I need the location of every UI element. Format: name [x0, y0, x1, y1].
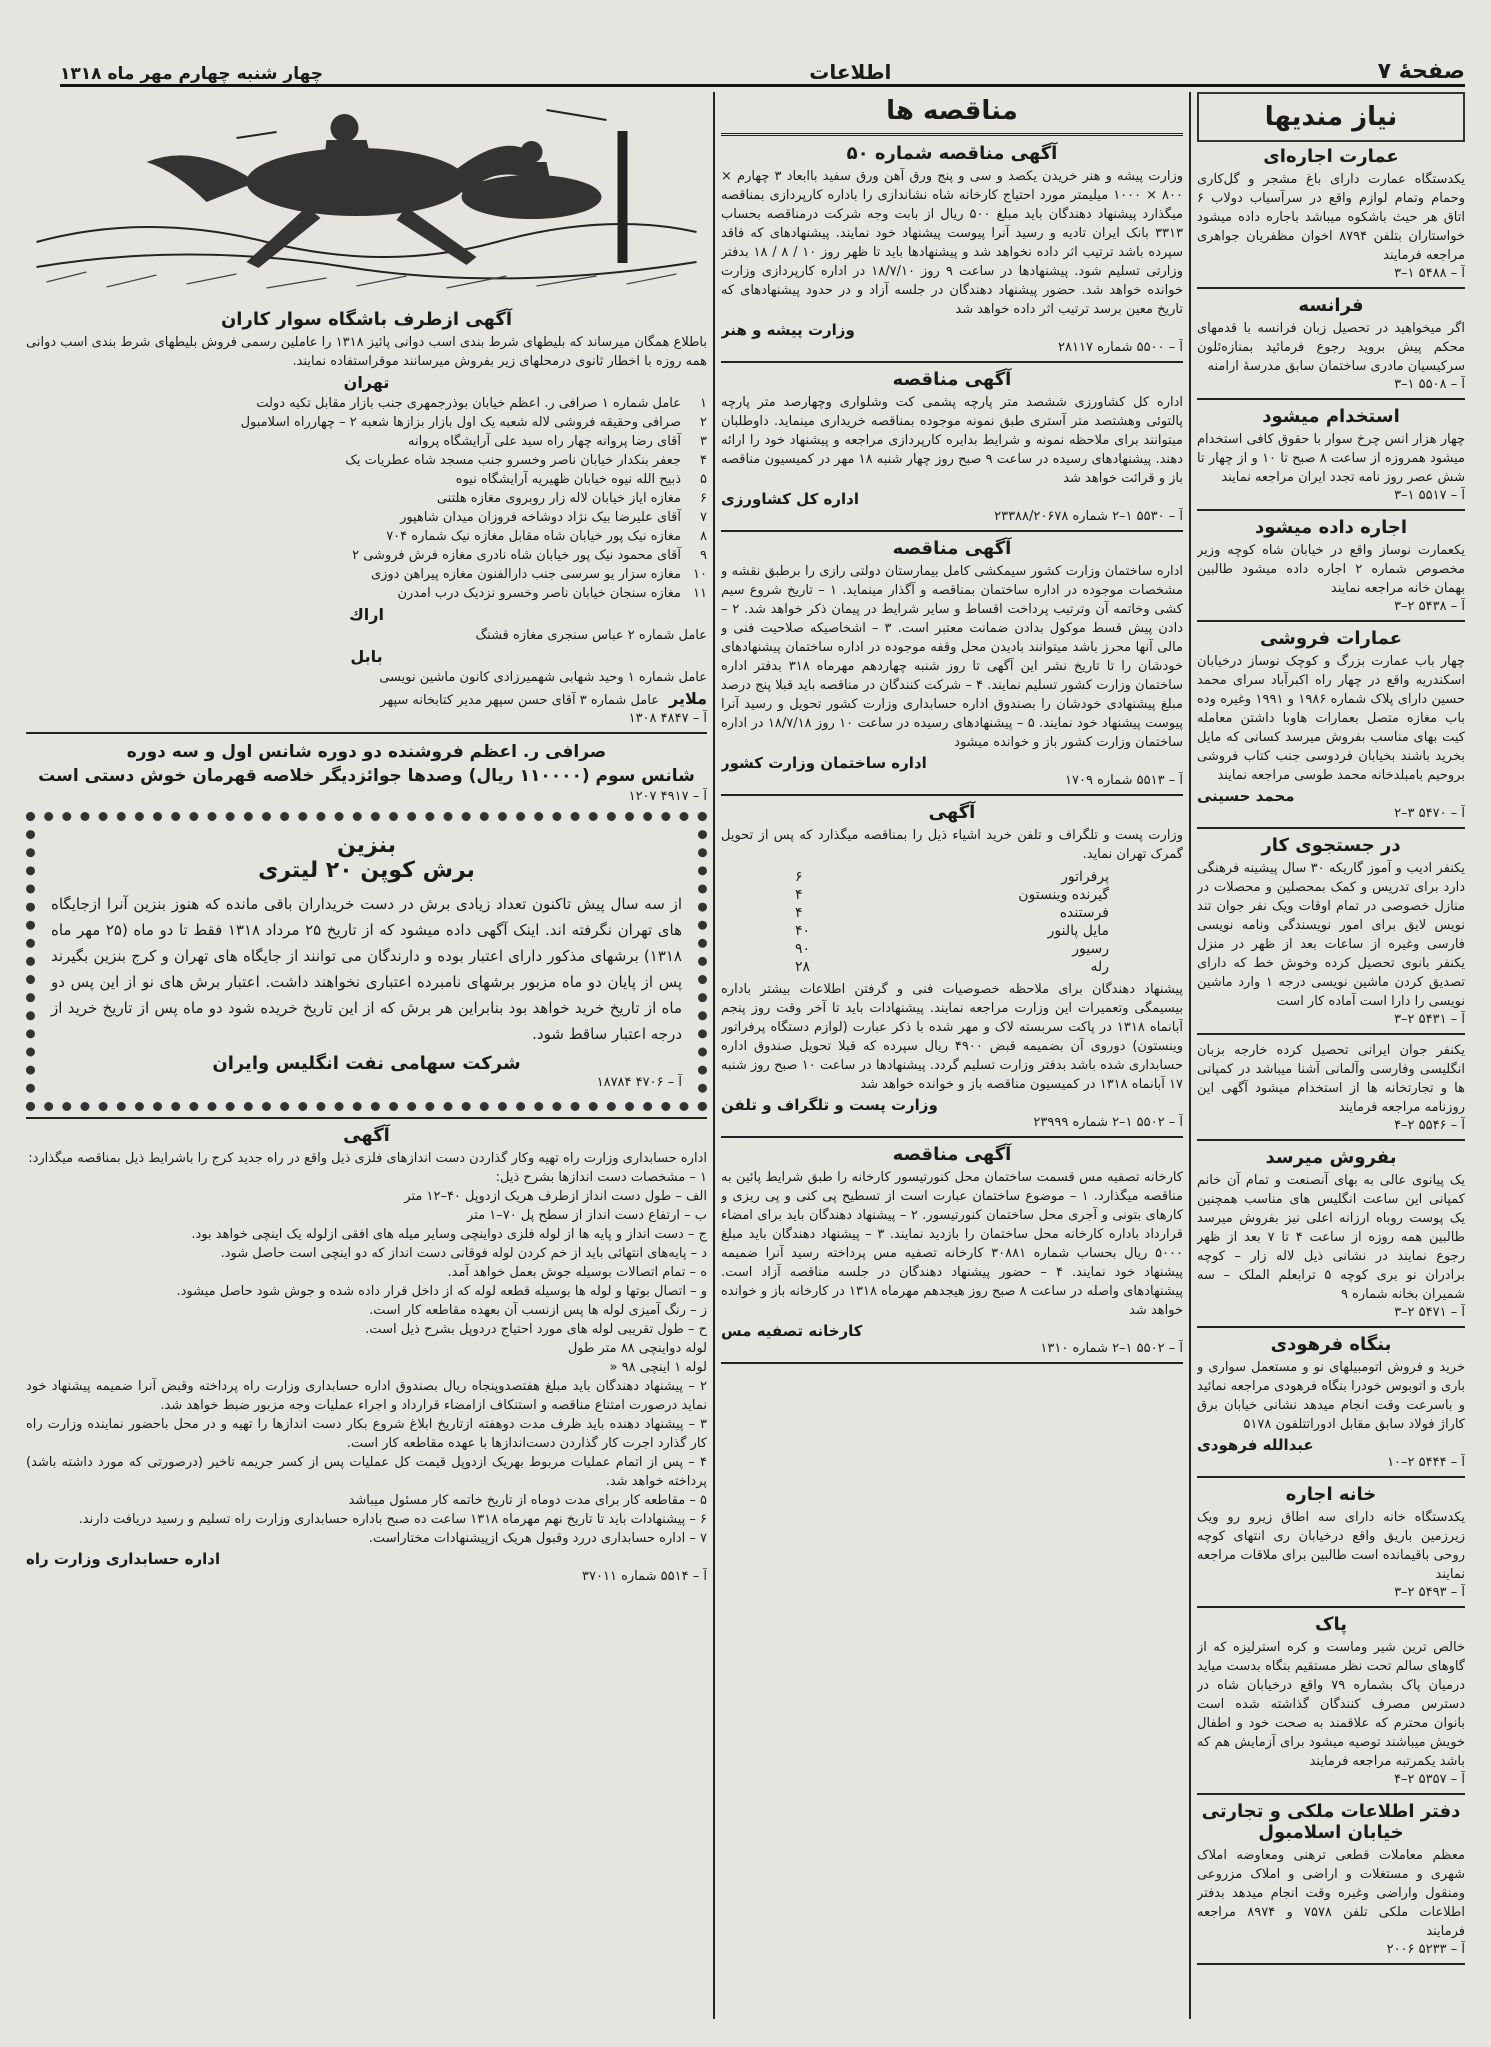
list-item: ز – رنگ آمیزی لوله ها پس ازنسب آن بعهده مقاطعه کار است.: [369, 1303, 707, 1318]
ad-reference: آ – ۵۵۱۳ شماره ۱۷۰۹: [1065, 773, 1183, 788]
list-item: [26, 527, 707, 546]
tender-heading: آگهی: [928, 802, 976, 823]
classified-heading: عمارت اجاره‌ای: [1263, 146, 1399, 167]
pipes-ad-signature: اداره حسابداری وزارت راه: [26, 1550, 221, 1568]
table-cell-qty: ۲۸: [795, 959, 811, 975]
table-cell-qty: ۴: [795, 905, 803, 921]
table-cell-qty: ۹۰: [795, 941, 811, 957]
classified-body: خرید و فروش اتومبیلهای نو و مستعمل سواری و باری و اتوبوس خودرا بنگاه فرهودی مراجعه نمائید و باسرعت وقت انجام میدهد نشانی خیابان برق کاراژ فولاد سابق مقابل ادوراتتلفون ۵۱۷۸: [1197, 1360, 1465, 1432]
classified-signature: محمد حسینی: [1197, 787, 1295, 805]
list-item: ه – تمام اتصالات بوسیله جوش بعمل خواهد آمد.: [447, 1265, 707, 1280]
agent-text: ذبیح الله نیوه خیابان ظهیریه آرایشگاه نیوه: [455, 472, 681, 487]
agent-number: ۶: [700, 491, 707, 506]
ad-reference: آ – ۵۲۳۳ ۲۰۰۶: [1386, 1942, 1465, 1957]
divider: [721, 1362, 1183, 1364]
tenders-title: مناقصه ها: [886, 96, 1018, 126]
classified-signature: عبدالله فرهودی: [1197, 1436, 1314, 1454]
page-header: [60, 50, 1465, 87]
classified-heading: پاک: [1315, 1614, 1347, 1635]
ad-reference: آ – ۴۷۰۶ ۱۸۷۸۴: [596, 1075, 682, 1090]
agent-number: ۷: [700, 510, 707, 525]
ad-reference: آ – ۴۹۱۷ ۱۲۰۷: [628, 789, 707, 804]
list-item: [26, 565, 707, 584]
list-item: [26, 508, 707, 527]
agent-number: ۳: [700, 434, 707, 449]
classified-heading: اجاره داده میشود: [1254, 517, 1408, 538]
table-row: [787, 958, 1117, 976]
tender-signature: اداره ساختمان وزارت کشور: [721, 754, 927, 772]
tender-body: اداره ساختمان وزارت کشور سیمکشی کامل بیمارستان دولتی رازی را برطبق نقشه و مشخصات موجوده در اداره ساختمان بمناقصه و آگذار مینماید. ۱ – تاریخ شروع سیم کشی وخاتمه آن وترتیب پرداخت اقساط و سایر شرایط در پیمان ذکر خواهد شد. ۲ – دادن پیش قسط موکول بدادن ضمانت معتبر است. ۳ – اشخاصیکه صلاحیت فنی و مالی آنها محرز باشد میتوانند بادیدن محل وقفه موجوده در اداره ساختمان پیشنهادهای خودشان را تا تاریخ نشر این آگهی تا روز شنبه چهاردهم مهرماه ۳۱۸ بدفتر اداره ساختمان وزارت کشور تسلیم نمایند. ۴ – شرکت کنندگان در مناقصه باید قبلا پنج درصد مبلغ پیشنهادی خودشان را بصندوق اداره حسابداری وزارت کشور تحویل و رسید آنرا پیوست پیشنهاد خود نمایند. ۵ – پیشنهادهای رسیده در ساعت ۱۰ روز ۱۸/۷/۱۸ در اداره ساختمان وزارت کشور باز و خوانده میشود: [721, 564, 1183, 750]
agent-number: ۹: [700, 548, 707, 563]
classified-body: معظم معاملات قطعی ترهنی ومعاوضه املاک شهری و مستغلات و اراضی و املاک مزروعی ومنقول واراضی وغیره وقت انجام میدهد بدفتر اطلاعات ملکی تلفن ۷۵۷۸ و ۸۹۷۴ مراجعه فرمایند: [1197, 1848, 1465, 1939]
tender-heading: آگهی مناقصه شماره ۵۰: [846, 143, 1058, 164]
ad-reference: آ – ۴۸۴۷ ۱۳۰۸: [628, 711, 707, 726]
column-rule: [1189, 92, 1191, 2019]
sarrafi-ad: [26, 740, 707, 788]
table-cell-item: رسیور: [1072, 941, 1109, 957]
table-cell-qty: ۶: [795, 869, 803, 885]
list-item: ۲ – پیشنهاد دهندگان باید مبلغ هفتصدوپنجاه ریال بصندوق اداره حسابداری وزارت راه پرداخته وقبض آنرا ضمیمه پیشنهاد خود نماید درصورت امتناع مناقصه و استنکاف ازامضاء قرارداد و اجراء عملیات وجه مزبور ضبط خواهد شد.: [26, 1379, 707, 1413]
table-cell-item: گیرنده وینستون: [1018, 887, 1109, 903]
divider: [1197, 398, 1465, 400]
ad-reference: آ – ۵۴۷۱ ۲–۳: [1394, 1305, 1465, 1320]
tender-signature: کارخانه تصفیه مس: [721, 1322, 863, 1340]
list-item: [26, 546, 707, 565]
benzin-ad: [26, 812, 707, 1111]
sarrafi-line: شانس سوم (۱۱۰۰۰۰ ریال) وصدها جوائزدیگر خلاصه قهرمان خوش دستی است: [38, 766, 695, 786]
list-item: و – اتصال بوتها و لوله ها بوسیله قطعه لوله که از داخل قرار داده شده و جوش شود حاصل میشود.: [176, 1284, 707, 1299]
city-heading: اراك: [349, 605, 384, 624]
agent-text: آقای علیرضا بیک نژاد دوشاخه فروزان میدان شاهپور: [400, 510, 681, 525]
list-item: ۷ – اداره حسابداری دررد وقبول هریک ازپیشنهادات مختاراست.: [368, 1531, 707, 1546]
ad-reference: آ – ۵۵۰۰ شماره ۲۸۱۱۷: [1058, 340, 1183, 355]
table-row: [787, 886, 1117, 904]
agent-text: عامل شماره ۱ صرافی ر. اعظم خیابان بوذرجمهری جنب بازار مقابل تکیه دولت: [256, 396, 681, 411]
tender-heading: آگهی مناقصه: [892, 369, 1012, 390]
agent-line: عامل شماره ۱ وحید شهابی شهمیرزادی کانون ماشین نویسی: [379, 670, 707, 685]
list-item: [26, 413, 707, 432]
divider: [721, 794, 1183, 796]
classified-body: یکنفر ادیب و آموز گاریکه ۳۰ سال پیشینه فرهنگی دارد برای تدریس و کمک بمحصلین و محصلات در منازل خصوصی در تمام اوقات ویک نفر جوان تند نویس لایق برای امور نویسندگی ونامه نویسی فارسی وغیره از ساعات بعد از ظهر در منزل یکنفر بانوی تحصیل کرده وخوش خط که دارای تصدیق کردن ماشین نویسی درجه ۱ وارد ماشین نویسی را دارا است آماده کار است: [1197, 861, 1465, 1009]
list-item: [26, 584, 707, 603]
benzin-signature: شرکت سهامی نفت انگلیس وایران: [212, 1053, 521, 1074]
classified-body: یک پیانوی عالی به بهای آنصنعت و تمام آن خانم کمپانی این ساعت انگلیس های مناسب همچنین یک پوست روباه ارزانه اعلی نیز بفروش میرسد طالبین همه روزه از ساعت ۴ تا ۷ بعد از ظهر رجوع نمایند در نشانی ذیل لاله زار – کوچه برادران نو بری کوچه ۵ ترابعلم الملک – سه شمیران بخانه شماره ۹: [1197, 1173, 1465, 1302]
classifieds-title: نیاز مندیها: [1264, 102, 1398, 132]
ad-reference: آ – ۵۵۱۷ ۱–۳: [1394, 488, 1465, 503]
classified-body: خالص ترین شیر وماست و کره استرلیزه که از گاوهای سالم تحت نظر مستقیم بنگاه بدست میاید درمیان پاک بشماره ۷۹ واقع درخیابان شاه در دسترس مصرف کنندگان گذاشته شده است بانوان محترم که علاقمند به صحت خود و اطفال خویش میباشند توصیه میشود برای آزمایش هم که باشد یکمرتبه مراجعه فرمایند: [1197, 1640, 1465, 1769]
divider: [1197, 1139, 1465, 1141]
classified-heading: بنگاه فرهودی: [1270, 1334, 1392, 1355]
divider: [26, 1117, 707, 1119]
classified-body: چهار هزار انس چرخ سوار با حقوق کافی استخدام میشود همروزه از ساعت ۸ صبح تا ۱۰ و از چهار تا شش عصر روز نامه تجدد ایران مراجعه نمایند: [1197, 432, 1465, 485]
divider: [721, 133, 1183, 136]
list-item: ۱ – مشخصات دست اندازها بشرح ذیل:: [495, 1170, 707, 1185]
ad-reference: آ – ۵۴۹۳ ۲–۳: [1394, 1585, 1465, 1600]
agent-text: آقای رضا پروانه چهار راه سید علی آرایشگاه پروانه: [407, 434, 681, 449]
pipes-ad-items: [26, 1168, 707, 1548]
classified-body: اگر میخواهید در تحصیل زبان فرانسه با قدمهای محکم پیش بروید رجوع فرمائید بمنازه‌ئلون سرکیسیان مادری ساختمان سابق مدرسهٔ ارامنه: [1197, 321, 1465, 374]
classified-ads: [1197, 146, 1465, 1965]
ad-reference: آ – ۵۵۳۰ ۱–۲ شماره ۲۳۳۸۸/۲۰۶۷۸: [994, 509, 1183, 524]
agent-line: عامل شماره ۳ آقای حسن سپهر مدیر کتابخانه سپهر: [380, 693, 659, 708]
table-cell-item: رله: [1090, 959, 1109, 975]
table-row: [787, 868, 1117, 886]
tender-body: کارخانه تصفیه مس قسمت ساختمان محل کنورتیسور کارخانه را طبق شرایط پائین به مناقصه میگذارد. ۱ – موضوع ساختمان عبارت است از تسطیح پی کنی و پی ریزی و کارهای بتونی و آجری محل ساختمان کنورتیسور. ۲ – پیشنهاد دهندگان باید برای امضاء قرارداد باداره کارخانه محل ساختمان را بازدید نمایند. ۳ – پیشنهاد دهندگان باید مبلغ ۵۰۰۰ ریال بحساب شماره ۳۰۸۸۱ کارخانه تصفیه مس پرداخته رسید آنرا ضمیمه پیشنهاد خود نمایند. ۴ – حضور پیشنهاد دهندگان در جلسه مناقصه آزاد است. پیشنهادهای واصله در ساعت ۸ صبح روز هیجدهم مهرماه ۱۳۱۸ در کارخانه باز و خوانده خواهد شد: [721, 1170, 1183, 1318]
tender-signature: اداره کل کشاورزی: [721, 490, 859, 508]
racing-ad-intro: باطلاع همگان میرساند که بلیطهای شرط بندی اسب دوانی پائیز ۱۳۱۸ را عاملین رسمی فروش بلیطهای شرط بندی اسب دوانی همه روزه با اخطار ثانوی درمحلهای زیر بفروش میرسانند موقراستفاده نمایند.: [26, 335, 707, 369]
column-rule: [713, 92, 715, 2019]
table-cell-qty: ۴۰: [795, 923, 811, 939]
agent-number: ۱: [700, 396, 707, 411]
list-item: ۵ – مقاطعه کار برای مدت دوماه از تاریخ خاتمه کار مسئول میباشد: [348, 1493, 707, 1508]
tender-signature: وزارت پست و تلگراف و تلفن: [721, 1096, 938, 1114]
divider: [721, 530, 1183, 532]
ad-reference: آ – ۵۵۰۸ ۱–۳: [1394, 377, 1465, 392]
newspaper-name: اطلاعات: [809, 60, 892, 84]
list-item: د – پایه‌های انتهائی باید از خم کردن لوله فوقانی دست انداز که دو اینچی است حاصل شود.: [220, 1246, 707, 1261]
divider: [721, 361, 1183, 363]
classified-body: یکدستگاه خانه دارای سه اطاق زیرو رو ویک زیرزمین باریق واقع درخیابان ری انتهای کوچه روحی باقیمانده است طالبین برای ملاقات مراجعه نمایند: [1197, 1510, 1465, 1582]
issue-date: چهار شنبه چهارم مهر ماه ۱۳۱۸: [60, 64, 324, 84]
pipes-ad-title: آگهی: [343, 1125, 390, 1146]
tender-body: وزارت پیشه و هنر خریدن یکصد و سی و پنج ورق آهن ورق سفید باابعاد ۳ چهارم × ۸۰۰ × ۱۰۰۰ میلیمتر مورد احتیاج کارخانه شاه نشاندازی را باداره کارپردازی بمناقصه میگذارد پیشنهاد دهندگان باید مبلغ ۵۰۰ ریال از بابت وجه شرکت درمناقصه بحساب ۳۳۱۳ بانک ایران تادیه و رسید آنرا پیوست پیشنهاد خود نمایند. پیشنهادهای که فاقد سپرده باشد ترتیب اثر داده نخواهد شد و پیشنهادها باید تا ظهر روز ۱۰ / ۸ / ۱۸ بدفتر وزارتی تسلیم شود. پیشنهادها در ساعت ۹ روز ۱۸/۷/۱۰ در اداره کارپردازی وزارت خوانده خواهد شد. حضور پیشنهاد دهندگان در جلسه آزاد و در حدود پیشنهادهای که تاریخ معین برسد ترتیب اثر داده خواهد شد: [721, 169, 1183, 317]
classified-heading: فرانسه: [1298, 295, 1364, 316]
ad-reference: آ – ۵۴۳۸ ۲–۳: [1394, 599, 1465, 614]
divider: [1197, 509, 1465, 511]
left-column: [26, 92, 707, 2019]
tender-ads: [721, 143, 1183, 1364]
classified-body: یکعمارت نوساز واقع در خیابان شاه کوچه وزیر مخصوص شماره ۲ اجاره داده میشود طالبین بهمان خانه مراجعه نمایند: [1197, 543, 1465, 596]
list-item: [26, 451, 707, 470]
divider: [1197, 1793, 1465, 1795]
list-item: [26, 470, 707, 489]
divider: [721, 1136, 1183, 1138]
tender-heading: آگهی مناقصه: [892, 1144, 1012, 1165]
agent-number: ۲: [700, 415, 707, 430]
list-item: ۳ – پیشنهاد دهنده باید ظرف مدت دوهفته ازتاریخ ابلاغ شروع بکار دست اندازها را تهیه و در محل باحضور نماینده وزارت راه کار گذارد اجرت کار گذاردن دست‌اندازها با عهده مقاطعه کار است.: [26, 1417, 707, 1451]
tenders-column: [721, 92, 1183, 2019]
classifieds-title-frame: [1197, 92, 1465, 142]
equipment-table: [787, 868, 1117, 976]
tender-signature: وزارت پیشه و هنر: [721, 321, 855, 339]
tender-body: پیشنهاد دهندگان برای ملاحظه خصوصیات فنی و گرفتن اطلاعات بیشتر باداره بیسیمگی وتعمیرات این وزارت مراجعه نمایند. پیشنهادات باید تا آخر وقت روز پنجم آبانماه ۱۳۱۸ در پاکت سربسته لاک و مهر شده با ذکر عبارت (لوازم دستگاه پرفراتور وینستون) دوروی آن بضمیمه قبض ۴۹۰۰ ریال سپرده که قبلا تحویل صندوق اداره حسابداری شده باشد بدفتر وزارت تسلیم گردد. پیشنهادها در ساعت ۱۰ صبح روز شنبه ۱۷ آبانماه ۱۳۱۸ در کمیسیون مناقصه باز و خوانده خواهد شد: [721, 982, 1183, 1092]
tender-body: اداره کل کشاورزی ششصد متر پارچه پشمی کت وشلواری وچهارصد متر پارچه پالتوئی وهشتصد متر آستری طبق نمونه موجوده بمناقصه خریداری مینماید. داوطلبان میتوانند برای ملاحظه نمونه و شرایط بدایره کارپردازی مراجعه و پیشنهاد خود را ارائه دهند. پیشنهادهای رسیده در ساعت ۹ صبح روز چهار شنبه ۱۸ مهر در کمیسیون مناقصه باز و قرائت خواهد شد: [721, 395, 1183, 486]
benzin-subtitle: برش کوپن ۲۰ لیتری: [258, 858, 475, 883]
ad-reference: آ – ۵۵۰۲ ۱–۲ شماره ۲۳۹۹۹: [1033, 1115, 1183, 1130]
classified-body: چهار باب عمارت بزرگ و کوچک نوساز درخیابان اسکندریه واقع در چهار راه اکبرآباد سرای محمد حسین دارای پلاک شماره ۱۹۸۶ و ۱۹۹۱ وغیره وده باب مغازه متصل بعمارات هاوبا داشتن معامله کیت بهای مناسب بفروش میرسد کسانی که مایل بخرید باشند بخیابان فردوسی جنب کتاب فروشی بروحیم بامبلدخانه محمد طوسی مراجعه نمایند: [1197, 654, 1465, 783]
horse-racing-illustration-icon: [26, 92, 707, 297]
list-item: ۴ – پس از اتمام عملیات مربوط بهریک ازدوپل قیمت کل عملیات پس از کسر جریمه تاخیر (درصورتی که مورد داشته باشد) پرداخته خواهد شد.: [26, 1455, 707, 1489]
agent-text: آقای محمود نیک پور خیابان شاه نادری مغازه فرش فروشی ۲: [352, 548, 681, 563]
divider: [1197, 1963, 1465, 1965]
divider: [1197, 620, 1465, 622]
classified-heading: دفتر اطلاعات ملکی و تجارتی خیابان اسلامبول: [1201, 1801, 1461, 1843]
list-item: [26, 432, 707, 451]
agent-text: صرافی وحقیقه فروشی لاله شعبه یک اول بازار بزازها شعبه ۲ – چهارراه اسلامبول: [240, 415, 681, 430]
ad-reference: آ – ۵۴۴۴ ۲–۱۰: [1387, 1455, 1465, 1470]
agent-text: مغازه نیک پور خیابان شاه مقابل مغازه نیک شماره ۷۰۴: [386, 529, 681, 544]
table-row: [787, 940, 1117, 958]
list-item: ح – طول تقریبی لوله های مورد احتیاج دردوپل بشرح ذیل است.: [365, 1322, 707, 1337]
racing-ad-title: آگهی ازطرف باشگاه سوار کاران: [220, 309, 513, 330]
classified-heading: در جستجوی کار: [1261, 835, 1401, 856]
divider: [1197, 1033, 1465, 1035]
classifieds-column: [1197, 92, 1465, 2019]
agent-text: مغازه سزار یو سرسی جنب دارالفنون مغازه پیراهن دوزی: [370, 567, 681, 582]
divider: [1197, 1476, 1465, 1478]
divider: [1197, 287, 1465, 289]
page-number: صفحهٔ ۷: [1377, 59, 1465, 84]
classified-heading: بفروش میرسد: [1265, 1147, 1397, 1168]
agent-number: ۱۰: [693, 567, 707, 582]
table-cell-item: مایل پالنور: [1047, 923, 1109, 939]
classified-heading: استخدام میشود: [1262, 406, 1400, 427]
city-heading: تهران: [343, 373, 390, 392]
agent-number: ۴: [700, 453, 707, 468]
list-item: [26, 489, 707, 508]
tender-heading: آگهی مناقصه: [892, 538, 1012, 559]
table-cell-item: پرفراتور: [1061, 869, 1109, 885]
agent-text: جعفر بنکدار خیابان ناصر وخسرو جنب مسجد شاه عطریات یک: [345, 453, 681, 468]
agents-list: [26, 394, 707, 603]
agent-number: ۸: [700, 529, 707, 544]
ad-reference: آ – ۵۵۴۶ ۲–۴: [1394, 1118, 1465, 1133]
pipes-ad-intro: اداره حسابداری وزارت راه تهیه وکار گذاردن دست اندازهای فلزی ذیل واقع در راه جدید کرج را باشرایط ذیل بمناقصه میگذارد:: [28, 1151, 707, 1166]
classified-body: یکدستگاه عمارت دارای باغ مشجر و گل‌کاری وحمام وتمام لوازم واقع در سرآسیاب دولاب ۶ اتاق هر حیث باشکوه میباشد باجاره داده میشود خواستاران بتلفن ۸۷۹۴ اخوان مظفریان جواهری مراجعه فرمایند: [1197, 172, 1465, 263]
agent-text: مغازه سنجان خیابان ناصر وخسرو نزدیک درب امدرن: [397, 586, 681, 601]
ad-reference: آ – ۵۴۸۸ ۱–۳: [1394, 266, 1465, 281]
agent-number: ۵: [700, 472, 707, 487]
divider: [26, 732, 707, 734]
city-heading: بابل: [350, 647, 383, 666]
ad-reference: آ – ۵۴۳۱ ۲–۳: [1394, 1012, 1465, 1027]
ad-reference: آ – ۵۴۷۰ ۳–۲: [1394, 806, 1465, 821]
list-item: ج – دست انداز و پایه ها از لوله فلزی دواینچی وسایر میله های افقی ازلوله یک اینچی خواهد بود.: [191, 1227, 707, 1242]
agent-line: عامل شماره ۲ عباس سنجری مغازه قشنگ: [475, 628, 707, 643]
table-row: [787, 922, 1117, 940]
table-cell-item: فرستنده: [1059, 905, 1109, 921]
sarrafi-line: صرافی ر. اعظم فروشنده دو دوره شانس اول و سه دوره: [126, 742, 607, 762]
divider: [1197, 827, 1465, 829]
classified-body: یکنفر جوان ایرانی تحصیل کرده خارجه بزبان انگلیسی وفارسی وآلمانی آشنا میباشد در کمپانی ها و تجارتخانه ها از استخدام میشود آگهی این روزنامه مراجعه فرمایند: [1197, 1043, 1465, 1115]
list-item: ب – ارتفاع دست انداز از سطح پل ۷۰–۱ متر: [467, 1208, 707, 1223]
classified-heading: خانه اجاره: [1285, 1484, 1377, 1505]
ad-reference: آ – ۵۳۵۷ ۲–۴: [1394, 1772, 1465, 1787]
list-item: الف – طول دست انداز ازطرف هریک ازدوپل ۴۰–۱۲ متر: [404, 1189, 707, 1204]
divider: [1197, 1606, 1465, 1608]
divider: [1197, 1326, 1465, 1328]
ad-reference: آ – ۵۵۰۲ ۱–۲ شماره ۱۳۱۰: [1040, 1341, 1183, 1356]
list-item: ۶ – پیشنهادات باید تا تاریخ نهم مهرماه ۱۳۱۸ ساعت ده صبح باداره حسابداری وزارت راه تسلیم و رسید دریافت دارند.: [78, 1512, 707, 1527]
list-item: لوله دواینچی ۸۸ متر طول: [567, 1341, 707, 1356]
agent-number: ۱۱: [693, 586, 707, 601]
tender-body: وزارت پست و تلگراف و تلفن خرید اشیاء ذیل را بمناقصه میگذارد که پس از تحویل گمرک تهران نماید.: [721, 828, 1183, 862]
ad-reference: آ – ۵۵۱۴ شماره ۳۷۰۱۱: [582, 1569, 707, 1584]
table-cell-qty: ۴: [795, 887, 803, 903]
benzin-title: بنزین: [337, 833, 396, 858]
classified-heading: عمارات فروشی: [1259, 628, 1403, 649]
list-item: لوله ۱ اینچی ۹۸ «: [609, 1360, 707, 1375]
agent-text: مغازه ایاز خیابان لاله زار روبروی مغازه هلتنی: [436, 491, 681, 506]
city-heading: ملایر: [668, 689, 707, 708]
list-item: [26, 394, 707, 413]
benzin-body: از سه سال پیش تاکنون تعداد زیادی برش در دست خریداران باقی مانده که هنوز بنزین آنرا ازجایگاه های تهران نگرفته اند. اینک آگهی داده میشود که از تاریخ ۲۵ مرداد ۱۳۱۸ فقط تا دو ماه (۲۵ مهر ماه ۱۳۱۸) برشهای مذکور دارای اعتبار بوده و دارندگان می توانند از جایگاه های تهران و کرج بنزین بگیرند پس از پایان دو ماه مزبور برشهای نامبرده اعتباری نخواهند داشت. اعتبار برش های نو از این پس دو ماه از تاریخ خرید خواهد بود بنابراین هر برش که از این تاریخ خریده شود دو ماه پس از تاریخ خرید از درجه اعتبار ساقط شود.: [51, 895, 682, 1043]
table-row: [787, 904, 1117, 922]
